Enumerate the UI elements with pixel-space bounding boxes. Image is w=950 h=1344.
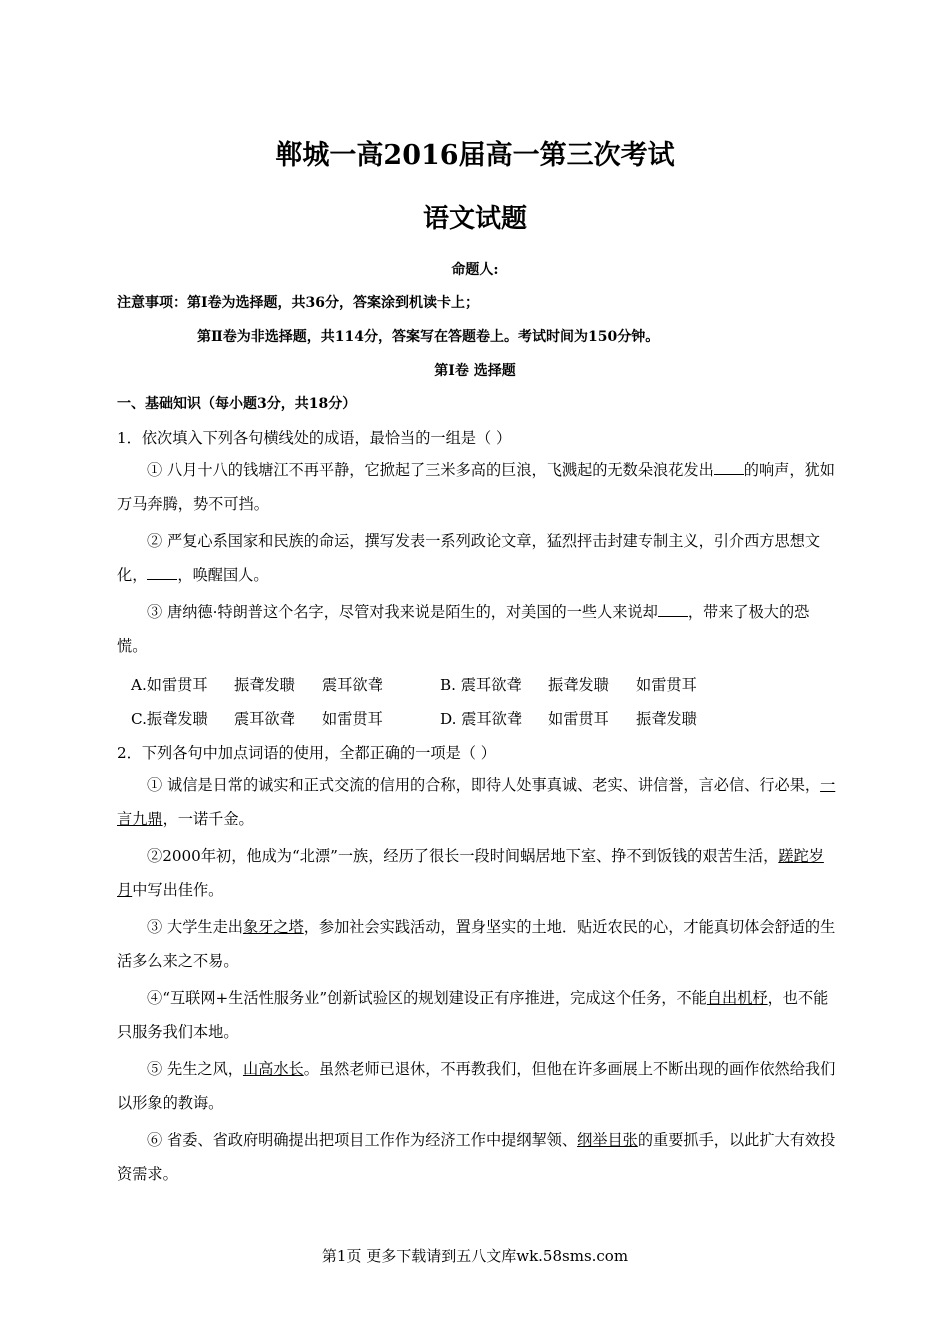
fill-blank (714, 460, 744, 475)
q1-option-b: B. 震耳欲聋 (440, 676, 522, 694)
q1-option-d-2: 如雷贯耳 (548, 710, 609, 728)
q1-option-c-2: 震耳欲聋 (234, 710, 295, 728)
q2-s3-text-b: ，参加社会实践活动，置身坚实的土地．贴近农民的心，才能真切体会舒适的生活多么来之不易。 (117, 918, 836, 970)
q2-s5-idiom: 山高水长 (242, 1060, 304, 1078)
q2-stem: 2．下列各句中加点词语的使用，全都正确的一项是（ ） (117, 744, 496, 762)
q2-s2-text-b: 中写出佳作。 (132, 881, 224, 899)
q1-stem: 1．依次填入下列各句横线处的成语，最恰当的一组是（ ） (117, 429, 512, 447)
q1-option-d: D. 震耳欲聋 (440, 710, 523, 728)
notice-line-1: 注意事项：第Ⅰ卷为选择题，共36分，答案涂到机读卡上； (117, 295, 480, 311)
page-title: 郸城一高2016届高一第三次考试 (275, 140, 675, 171)
q2-s6-text-b: 的重要抓手，以此扩大有效投资需求。 (117, 1131, 836, 1183)
q1-s1-text-a: ① 八月十八的钱塘江不再平静，它掀起了三米多高的巨浪，飞溅起的无数朵浪花发出 (147, 461, 714, 479)
fill-blank (658, 602, 688, 617)
q2-sentence-2 (117, 839, 837, 907)
q1-sentence-1 (117, 453, 837, 521)
q2-s4-idiom: 自出机杼 (706, 989, 768, 1007)
q2-s3-idiom: 象牙之塔 (242, 918, 304, 936)
q2-s1-idiom: 一言九鼎 (117, 776, 836, 828)
q1-s2-text-b: ，唤醒国人。 (177, 566, 269, 584)
q2-sentence-6 (117, 1123, 837, 1191)
q2-sentence-3 (117, 910, 837, 978)
q1-option-a-3: 震耳欲聋 (322, 676, 383, 694)
q2-s2-idiom: 蹉跎岁月 (117, 847, 824, 899)
q2-s6-text-a: ⑥ 省委、省政府明确提出把项目工作作为经济工作中提纲挈领、 (147, 1131, 578, 1149)
q1-option-b-3: 如雷贯耳 (636, 676, 697, 694)
q1-sentence-3 (117, 595, 837, 663)
q1-option-b-2: 振聋发聩 (548, 676, 609, 694)
q2-s5-text-b: 。虽然老师已退休，不再教我们，但他在许多画展上不断出现的画作依然给我们以形象的教诲。 (117, 1060, 836, 1112)
q1-s3-text-a: ③ 唐纳德·特朗普这个名字，尽管对我来说是陌生的，对美国的一些人来说却 (147, 603, 658, 621)
q2-sentence-4 (117, 981, 837, 1049)
q2-s1-text-a: ① 诚信是日常的诚实和正式交流的信用的合称，即待人处事真诚、老实、讲信誉，言必信、行必果， (147, 776, 821, 794)
q2-s6-idiom: 纲举目张 (577, 1131, 638, 1149)
q2-s4-text-b: ，也不能只服务我们本地。 (117, 989, 829, 1041)
q2-s3-text-a: ③ 大学生走出 (147, 918, 243, 936)
q1-s3-text-b: ，带来了极大的恐慌。 (117, 603, 810, 655)
part-heading: 一、基础知识（每小题3分，共18分） (117, 396, 357, 412)
q2-s5-text-a: ⑤ 先生之风， (147, 1060, 243, 1078)
page-footer: 第1页 更多下载请到五八文库wk.58sms.com (321, 1247, 629, 1265)
q2-sentence-1 (117, 768, 837, 836)
q1-option-d-3: 振聋发聩 (636, 710, 697, 728)
notice-line-2: 第Ⅱ卷为非选择题，共114分，答案写在答题卷上。考试时间为150分钟。 (197, 329, 660, 345)
q1-option-a-2: 振聋发聩 (234, 676, 295, 694)
q2-sentence-5 (117, 1052, 837, 1120)
q2-s2-text-a: ②2000年初，他成为“北漂”一族，经历了很长一段时间蜗居地下室、挣不到饭钱的艰苦生活， (147, 847, 779, 865)
fill-blank (147, 565, 177, 580)
section-heading: 第Ⅰ卷 选择题 (434, 363, 516, 379)
q1-option-c: C.振聋发聩 (131, 710, 208, 728)
q2-s4-text-a: ④“互联网+生活性服务业”创新试验区的规划建设正有序推进，完成这个任务，不能 (147, 989, 707, 1007)
q1-sentence-2 (117, 524, 837, 592)
q1-s2-text-a: ② 严复心系国家和民族的命运，撰写发表一系列政论文章，猛烈抨击封建专制主义，引介西方思想文化， (117, 532, 821, 584)
author-label: 命题人: (451, 262, 499, 278)
q1-option-a: A.如雷贯耳 (131, 676, 208, 694)
q2-s1-text-b: ，一诺千金。 (162, 810, 254, 828)
q1-s1-text-b: 的响声，犹如万马奔腾，势不可挡。 (117, 461, 835, 513)
q1-option-c-3: 如雷贯耳 (322, 710, 383, 728)
page-subtitle: 语文试题 (422, 204, 527, 234)
